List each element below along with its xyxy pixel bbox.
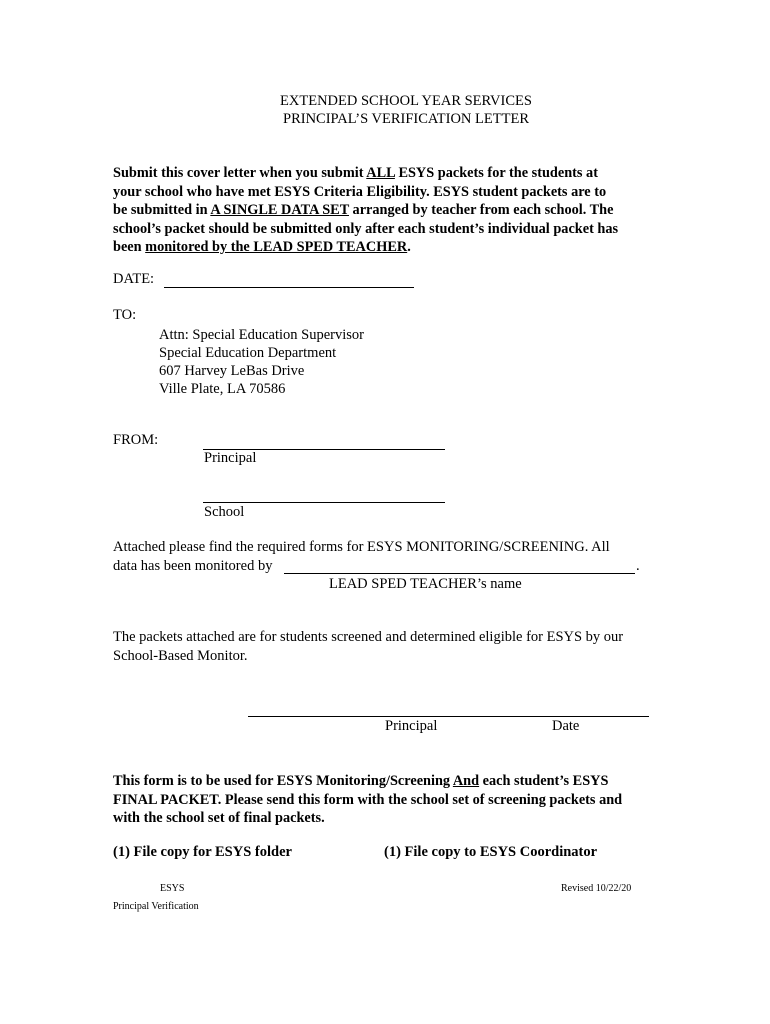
to-label: TO: [113, 307, 137, 323]
copy-esys-folder: (1) File copy for ESYS folder [113, 844, 292, 860]
intro-text: . [407, 239, 411, 255]
signature-blank-line[interactable] [248, 716, 649, 717]
intro-paragraph [113, 164, 673, 257]
from-principal-caption: Principal [204, 450, 257, 466]
intro-line-3 [113, 201, 673, 220]
lead-sped-teacher-blank-line[interactable] [284, 573, 635, 574]
signature-principal-caption: Principal [385, 718, 438, 734]
intro-emphasis-data-set: A SINGLE DATA SET [210, 202, 349, 218]
attached-line-1: Attached please find the required forms for ESYS MONITORING/SCREENING. All [113, 539, 610, 555]
packets-line-2: School-Based Monitor. [113, 648, 248, 664]
note-paragraph [113, 772, 673, 828]
packets-line-1: The packets attached are for students screened and determined eligible for ESYS by our [113, 629, 624, 645]
address-line: Attn: Special Education Supervisor [159, 327, 364, 343]
note-text: each student’s ESYS [479, 773, 609, 789]
note-line-1 [113, 772, 673, 791]
copy-esys-coordinator: (1) File copy to ESYS Coordinator [384, 844, 598, 860]
from-school-caption: School [204, 504, 245, 520]
address-line: Ville Plate, LA 70586 [159, 381, 286, 397]
attached-line-2: data has been monitored by [113, 558, 273, 574]
intro-text: Submit this cover letter when you submit [113, 165, 367, 181]
to-address-block [159, 326, 364, 398]
intro-text: been [113, 239, 146, 255]
intro-emphasis-all: ALL [366, 165, 395, 181]
address-line: 607 Harvey LeBas Drive [159, 363, 305, 379]
intro-line-4: school’s packet should be submitted only after each student’s individual packet has [113, 220, 619, 237]
footer-principal-verification: Principal Verification [113, 901, 199, 912]
date-label: DATE: [113, 271, 155, 287]
footer-revised-date: Revised 10/22/20 [561, 883, 632, 894]
intro-text: arranged by teacher from each school. The [348, 202, 614, 218]
document-title-line-2: PRINCIPAL’S VERIFICATION LETTER [283, 111, 529, 127]
document-title-line-1: EXTENDED SCHOOL YEAR SERVICES [280, 93, 532, 109]
intro-line-1 [113, 164, 673, 183]
note-line-2: FINAL PACKET. Please send this form with the school set of screening packets and [113, 791, 623, 808]
footer-esys: ESYS [160, 883, 185, 894]
from-school-blank-line[interactable] [203, 502, 445, 503]
intro-line-2: your school who have met ESYS Criteria Eligibility. ESYS student packets are to [113, 183, 607, 200]
intro-text: ESYS packets for the students at [394, 165, 598, 181]
intro-line-5 [113, 238, 673, 257]
from-label: FROM: [113, 432, 159, 448]
note-line-3: with the school set of final packets. [113, 810, 325, 826]
attached-line-2-period: . [636, 558, 640, 574]
signature-date-caption: Date [552, 718, 580, 734]
date-blank-line[interactable] [164, 287, 414, 288]
note-emphasis-and: And [452, 773, 480, 789]
intro-text: be submitted in [113, 202, 211, 218]
lead-sped-teacher-caption: LEAD SPED TEACHER’s name [329, 576, 522, 592]
address-line: Special Education Department [159, 345, 337, 361]
note-text: This form is to be used for ESYS Monitoring/Screening [113, 773, 453, 789]
intro-emphasis-lead-sped: monitored by the LEAD SPED TEACHER [145, 239, 408, 255]
